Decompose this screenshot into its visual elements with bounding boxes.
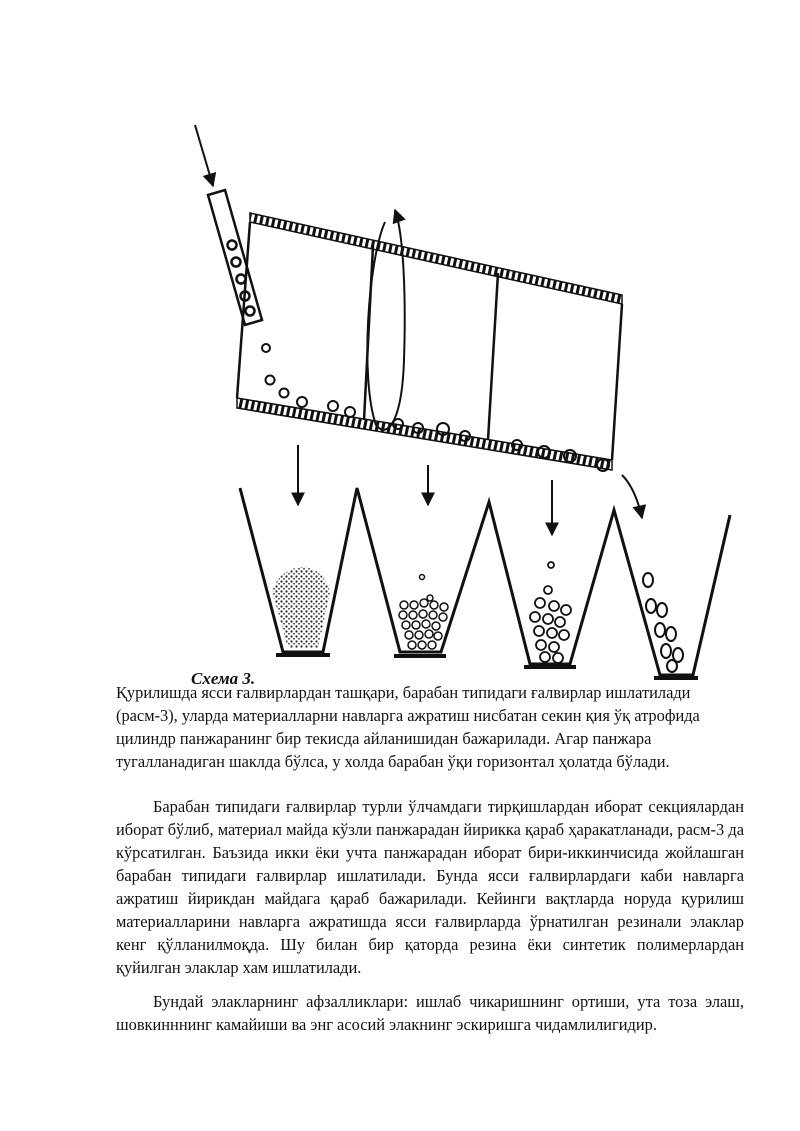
paragraph-2: [116, 795, 744, 979]
small-material: [399, 575, 448, 650]
medium-material: [530, 562, 571, 663]
figure-caption-fragment: Схема 3.: [191, 669, 256, 685]
feed-chute: [208, 190, 262, 325]
coarse-material: [643, 573, 683, 672]
drum-screen-diagram: [180, 110, 740, 685]
paragraph-text: Барабан типидаги ғалвирлар турли ўлчамдаги тирқишлардан иборат секциялардан иборат бўлиб, материал майда кўзли панжарадан йирикка қараб ҳаракатланади, расм-3 да кўрсатилган. Баъзида икки ёки учта панжарадан иборат бири-иккинчисида жойлашган барабан типидаги ғалвирлар ишлатилади. Бунда ясси ғалвирлардаги каби навларга ажратиш йирикдан майдага қараб бажарилади. Кейинги вақтларда норуда қурилиш материалларини навларга ажратишда ясси ғалвирларда ўрнатилган резинали элаклар кенг қўлланилмоқда. Шу билан бир қаторда резина ёки синтетик полимерлардан қуйилган элаклар хам ишлатилади.: [116, 797, 744, 977]
drum-screen-drawing: [180, 110, 740, 685]
paragraph-1: [116, 681, 744, 773]
fine-material: [272, 567, 330, 648]
paragraph-text: Бундай элакларнинг афзалликлари: ишлаб чикаришнинг ортиши, ута тоза элаш, шовкинннинг камайиши ва энг асосий элакнинг эскиришга чидамлилигидир.: [116, 992, 744, 1034]
drum: [237, 213, 622, 470]
feed-arrow: [195, 125, 213, 186]
paragraph-text: Қурилишда ясси ғалвирлардан ташқари, барабан типидаги ғалвирлар ишлатилади (расм-3), уларда материалларни навларга ажратиш нисбатан секин қия ўқ атрофида цилиндр панжаранинг бир текисда айланишидан бажарилади. Агар панжара тугалланадиган шаклда бўлса, у холда барабан ўқи горизонтал ҳолатда бўлади.: [116, 683, 700, 771]
paragraph-3: [116, 990, 744, 1036]
